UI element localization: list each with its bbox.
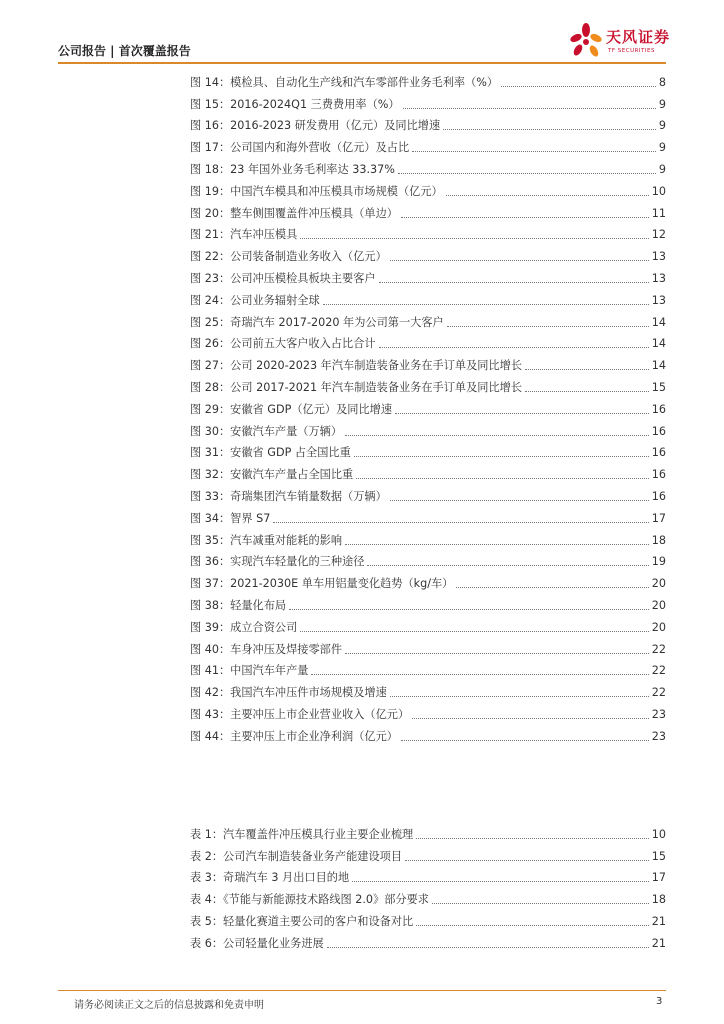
toc-entry[interactable] [190,68,666,90]
toc-entry-page: 20 [651,577,666,591]
toc-entry-title: 图 40：车身冲压及焊接零部件 [190,642,343,656]
toc-entry-page: 15 [651,380,666,394]
toc-entry[interactable] [190,929,666,951]
toc-leader-dots [356,477,649,479]
toc-entry-title: 图 22：公司装备制造业务收入（亿元） [190,250,387,264]
toc-entry[interactable] [190,635,666,657]
toc-entry-page: 14 [651,337,666,351]
toc-entry-page: 22 [651,686,666,700]
toc-leader-dots [300,237,648,239]
toc-entry[interactable] [190,526,666,548]
toc-leader-dots [323,303,649,305]
toc-leader-dots [311,673,648,675]
toc-entry-title: 图 39：成立合资公司 [190,620,298,634]
toc-entry-page: 14 [651,315,666,329]
toc-entry-page: 15 [651,849,666,863]
toc-entry-page: 23 [651,729,666,743]
toc-leader-dots [367,564,648,566]
toc-leader-dots [456,586,648,588]
toc-entry-title: 表 3：奇瑞汽车 3 月出口目的地 [190,871,350,885]
toc-entry-page: 16 [651,446,666,460]
toc-entry[interactable] [190,112,666,134]
toc-entry-page: 17 [651,511,666,525]
toc-entry-page: 16 [651,468,666,482]
toc-entry-page: 13 [651,271,666,285]
toc-leader-dots [390,695,649,697]
toc-entry-title: 图 23：公司冲压模检具板块主要客户 [190,271,376,285]
toc-entry[interactable] [190,864,666,886]
toc-entry-page: 10 [651,827,666,841]
toc-entry-page: 21 [651,936,666,950]
toc-entry-title: 图 18：23 年国外业务毛利率达 33.37% [190,162,395,176]
toc-leader-dots [352,880,649,882]
toc-leader-dots [390,499,649,501]
toc-entry-title: 表 4：《节能与新能源技术路线图 2.0》部分要求 [190,893,429,907]
toc-entry-page: 16 [651,489,666,503]
toc-entry[interactable] [190,264,666,286]
toc-entry[interactable] [190,373,666,395]
toc-entry-page: 9 [658,141,666,155]
toc-entry-title: 表 2：公司汽车制造装备业务产能建设项目 [190,849,403,863]
toc-leader-dots [289,608,649,610]
toc-entry-page: 20 [651,620,666,634]
toc-entry-page: 13 [651,293,666,307]
toc-entry-title: 图 24：公司业务辐射全球 [190,293,320,307]
toc-leader-dots [416,837,649,839]
toc-leader-dots [443,128,656,130]
toc-leader-dots [395,412,649,414]
toc-entry-page: 11 [651,206,666,220]
logo-subtext: TF SECURITIES [608,48,655,54]
toc-entry-page: 19 [651,555,666,569]
toc-leader-dots [345,652,649,654]
footer-disclaimer: 请务必阅读正文之后的信息披露和免责申明 [74,1000,264,1011]
logo-text: 天风证券 [606,28,671,46]
toc-leader-dots [300,630,648,632]
toc-entry[interactable] [190,907,666,929]
toc-entry[interactable] [190,482,666,504]
toc-entry[interactable] [190,308,666,330]
toc-entry[interactable] [190,678,666,700]
toc-entry[interactable] [190,242,666,264]
toc-entry-page: 14 [651,359,666,373]
page-number: 3 [656,996,663,1007]
toc-leader-dots [525,390,649,392]
toc-entry-title: 图 41：中国汽车年产量 [190,664,309,678]
toc-entry-title: 图 36：实现汽车轻量化的三种途径 [190,555,365,569]
toc-entry[interactable] [190,700,666,722]
toc-entry[interactable] [190,460,666,482]
toc-entry-title: 图 26：公司前五大客户收入占比合计 [190,337,376,351]
toc-entry-page: 18 [651,533,666,547]
toc-entry[interactable] [190,286,666,308]
toc-entry[interactable] [190,395,666,417]
toc-leader-dots [501,85,656,87]
toc-entry[interactable] [190,90,666,112]
toc-leader-dots [354,455,649,457]
toc-leader-dots [401,739,649,741]
toc-leader-dots [345,434,649,436]
toc-entry-page: 23 [651,707,666,721]
toc-entry-title: 图 16：2016-2023 研发费用（亿元）及同比增速 [190,119,441,133]
toc-leader-dots [379,281,649,283]
toc-entry[interactable] [190,842,666,864]
toc-entry-title: 图 33：奇瑞集团汽车销量数据（万辆） [190,489,387,503]
toc-entry-title: 图 21：汽车冲压模具 [190,228,298,242]
toc-leader-dots [525,368,649,370]
toc-entry[interactable] [190,548,666,570]
toc-entry-page: 16 [651,424,666,438]
toc-entry-page: 9 [658,162,666,176]
toc-entry-title: 图 20：整车侧围覆盖件冲压模具（单边） [190,206,398,220]
toc-entry-title: 图 42：我国汽车冲压件市场规模及增速 [190,686,387,700]
toc-leader-dots [379,346,649,348]
logo-flower-icon [568,22,604,60]
header-divider [58,62,666,64]
toc-entry[interactable] [190,439,666,461]
toc-entry-title: 图 30：安徽汽车产量（万辆） [190,424,343,438]
toc-entry-title: 图 14：模检具、自动化生产线和汽车零部件业务毛利率（%） [190,75,499,89]
toc-entry-title: 表 6：公司轻量化业务进展 [190,936,324,950]
toc-leader-dots [273,521,648,523]
toc-entry-title: 图 17：公司国内和海外营收（亿元）及占比 [190,141,410,155]
toc-leader-dots [327,946,649,948]
toc-leader-dots [446,194,649,196]
toc-leader-dots [416,924,649,926]
toc-leader-dots [412,717,649,719]
toc-entry[interactable] [190,820,666,842]
toc-entry[interactable] [190,504,666,526]
toc-leader-dots [401,216,649,218]
toc-entry-title: 图 43：主要冲压上市企业营业收入（亿元） [190,707,410,721]
company-logo [568,22,671,60]
toc-leader-dots [432,902,649,904]
toc-entry-page: 20 [651,598,666,612]
table-index [190,820,666,951]
toc-entry-page: 22 [651,664,666,678]
toc-entry[interactable] [190,199,666,221]
toc-entry-page: 22 [651,642,666,656]
toc-entry[interactable] [190,885,666,907]
toc-entry-page: 17 [651,871,666,885]
toc-leader-dots [412,150,656,152]
toc-entry-title: 图 44：主要冲压上市企业净利润（亿元） [190,729,398,743]
toc-entry-title: 图 29：安徽省 GDP（亿元）及同比增速 [190,402,393,416]
toc-leader-dots [345,543,649,545]
toc-entry-page: 10 [651,184,666,198]
toc-leader-dots [398,172,656,174]
toc-entry-title: 图 31：安徽省 GDP 占全国比重 [190,446,351,460]
toc-entry[interactable] [190,351,666,373]
toc-entry[interactable] [190,155,666,177]
toc-entry-title: 表 5：轻量化赛道主要公司的客户和设备对比 [190,914,414,928]
toc-entry-title: 图 38：轻量化布局 [190,598,287,612]
toc-entry-title: 图 25：奇瑞汽车 2017-2020 年为公司第一大客户 [190,315,444,329]
toc-entry-title: 图 34：智界 S7 [190,511,271,525]
toc-entry-page: 13 [651,250,666,264]
toc-entry[interactable] [190,722,666,744]
toc-entry-title: 图 27：公司 2020-2023 年汽车制造装备业务在手订单及同比增长 [190,359,523,373]
toc-entry-page: 9 [658,97,666,111]
toc-entry-page: 21 [651,914,666,928]
toc-entry[interactable] [190,657,666,679]
footer-divider [58,990,666,991]
toc-entry-title: 图 35：汽车减重对能耗的影响 [190,533,343,547]
toc-entry-page: 8 [658,75,666,89]
toc-entry[interactable] [190,330,666,352]
toc-leader-dots [403,107,656,109]
toc-entry-page: 9 [658,119,666,133]
toc-leader-dots [405,859,649,861]
toc-entry-title: 图 32：安徽汽车产量占全国比重 [190,468,354,482]
toc-entry[interactable] [190,417,666,439]
toc-entry[interactable] [190,613,666,635]
toc-entry-page: 18 [651,893,666,907]
toc-entry-title: 表 1：汽车覆盖件冲压模具行业主要企业梳理 [190,827,414,841]
toc-entry[interactable] [190,221,666,243]
toc-entry[interactable] [190,591,666,613]
toc-entry-title: 图 15：2016-2024Q1 三费费用率（%） [190,97,400,111]
toc-entry[interactable] [190,177,666,199]
figure-index [190,68,666,744]
toc-leader-dots [447,325,649,327]
toc-entry-page: 16 [651,402,666,416]
toc-entry-page: 12 [651,228,666,242]
toc-entry-title: 图 19：中国汽车模具和冲压模具市场规模（亿元） [190,184,443,198]
toc-entry[interactable] [190,569,666,591]
toc-leader-dots [390,259,649,261]
toc-entry-title: 图 28：公司 2017-2021 年汽车制造装备业务在手订单及同比增长 [190,380,523,394]
toc-entry[interactable] [190,133,666,155]
report-type-label: 公司报告 | 首次覆盖报告 [58,44,191,58]
toc-entry-title: 图 37：2021-2030E 单车用铝量变化趋势（kg/车） [190,577,454,591]
